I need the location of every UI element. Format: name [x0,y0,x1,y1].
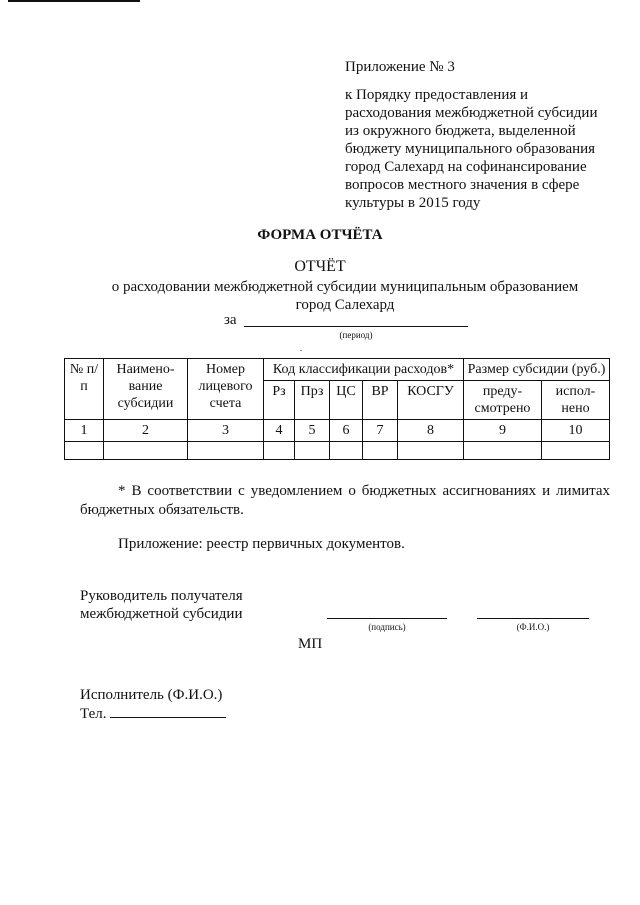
column-number: 1 [65,420,104,442]
header-size: Размер субсидии (руб.) [464,359,610,381]
column-number-row [65,420,610,442]
appendix-line: бюджету муниципального образования [345,141,596,157]
period-field-line [244,326,468,327]
executor-label: Исполнитель (Ф.И.О.) [80,687,223,703]
head-label [80,587,243,623]
empty-cell [363,442,398,460]
subheader-kosgu: КОСГУ [398,381,464,420]
column-number: 2 [104,420,188,442]
period-prefix: за [224,312,237,328]
appendix-line: из окружного бюджета, выделенной [345,123,576,139]
column-number: 5 [295,420,330,442]
stamp-place: МП [298,636,323,652]
empty-cell [464,442,542,460]
appendix-line: к Порядку предоставления и [345,87,529,103]
header-num: № п/п [65,359,104,420]
report-table [64,358,610,460]
appendix-title: Приложение № 3 [345,59,455,75]
fio-caption: (Ф.И.О.) [516,622,550,632]
header-code: Код классификации расходов* [264,359,464,381]
header-account: Номер лицевого счета [188,359,264,420]
subheader-prz: Прз [295,381,330,420]
empty-cell [264,442,295,460]
fio-line [477,618,589,619]
footnote: * В соответствии с уведомлением о бюджетных ассигнованиях и лимитах бюджетных обязательств. [80,483,610,518]
column-number: 6 [330,420,363,442]
appendix-line: культуры в 2015 году [345,195,481,211]
form-title: ФОРМА ОТЧЁТА [257,227,383,243]
signature-line [327,618,447,619]
subheader-rz: Рз [264,381,295,420]
column-number: 8 [398,420,464,442]
executor-block [80,686,226,723]
period-caption: (период) [339,330,373,340]
column-number: 4 [264,420,295,442]
table-header-row [65,359,610,381]
tel-row [80,704,226,723]
head-label-line-1: Руководитель получателя [80,588,243,604]
empty-cell [65,442,104,460]
report-subtitle-line-2: город Салехард [295,297,395,313]
appendix-line: вопросов местного значения в сфере [345,177,580,193]
report-subtitle [0,278,640,314]
subheader-executed: испол- нено [542,381,610,420]
top-rule [8,0,140,2]
column-number: 10 [542,420,610,442]
tel-label: Тел. [80,706,107,722]
appendix-line: город Салехард на софинансирование [345,159,587,175]
column-number: 3 [188,420,264,442]
report-title: ОТЧЁТ [294,258,346,275]
empty-cell [295,442,330,460]
head-label-line-2: межбюджетной субсидии [80,606,243,622]
empty-cell [330,442,363,460]
table-empty-row [65,442,610,460]
subheader-vr: ВР [363,381,398,420]
column-number: 9 [464,420,542,442]
subheader-planned: преду- смотрено [464,381,542,420]
empty-cell [398,442,464,460]
empty-cell [104,442,188,460]
empty-cell [188,442,264,460]
stray-mark: - [300,346,303,354]
subheader-cs: ЦС [330,381,363,420]
tel-field-line [110,704,226,718]
appendix-block [345,58,615,212]
column-number: 7 [363,420,398,442]
header-name: Наимено- вание субсидии [104,359,188,420]
attachment-note: Приложение: реестр первичных документов. [118,536,405,552]
empty-cell [542,442,610,460]
signature-caption: (подпись) [368,622,406,632]
appendix-line: расходования межбюджетной субсидии [345,105,598,121]
appendix-description [345,86,615,212]
report-subtitle-line-1: о расходовании межбюджетной субсидии муниципальным образованием [111,279,579,295]
